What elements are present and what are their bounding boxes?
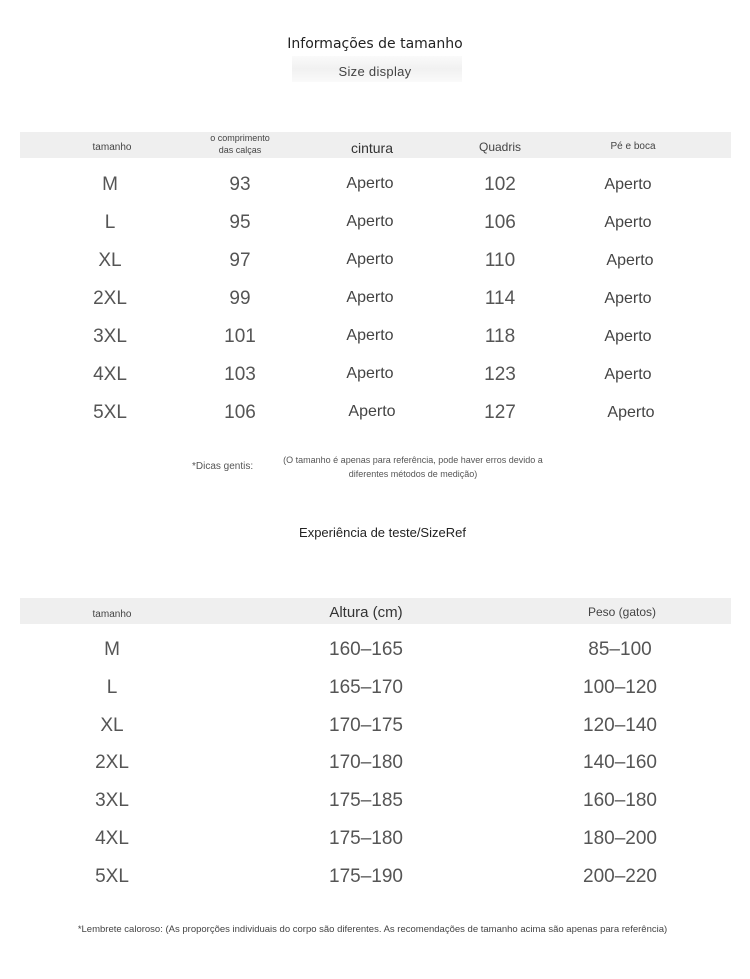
cell-height: 160–165 — [329, 639, 403, 660]
cell-foot: Aperto — [604, 176, 652, 193]
table-row — [0, 791, 750, 829]
cell-size: 2XL — [95, 752, 129, 773]
cell-foot: Aperto — [606, 252, 654, 269]
col-header-height: Altura (cm) — [329, 604, 403, 621]
cell-foot: Aperto — [604, 328, 652, 345]
table-row — [0, 213, 750, 251]
col-header-waist: cintura — [350, 140, 394, 156]
page-subtitle: Size display — [338, 64, 412, 79]
tips-text-line1: (O tamanho é apenas para referência, pode haver erros devido a — [283, 455, 543, 465]
cell-waist: Aperto — [346, 251, 394, 268]
cell-size: 4XL — [93, 364, 127, 385]
cell-weight: 120–140 — [583, 715, 657, 736]
col-header-weight: Peso (gatos) — [587, 605, 657, 619]
cell-hips: 127 — [484, 402, 516, 423]
cell-height: 170–175 — [329, 715, 403, 736]
experience-title: Experiência de teste/SizeRef — [299, 525, 466, 540]
cell-weight: 200–220 — [583, 866, 657, 887]
tips-label: *Dicas gentis: — [192, 461, 254, 472]
cell-waist: Aperto — [346, 213, 394, 230]
table-row — [0, 716, 750, 754]
cell-size: 2XL — [93, 288, 127, 309]
cell-waist: Aperto — [346, 327, 394, 344]
col-header-length-line2: das calças — [218, 145, 262, 155]
table-row — [0, 403, 750, 441]
tips-text — [268, 453, 558, 481]
cell-size: 5XL — [93, 402, 127, 423]
table-row — [0, 327, 750, 365]
col-header-size: tamanho — [92, 142, 132, 153]
table-row — [0, 175, 750, 213]
cell-size: 3XL — [95, 790, 129, 811]
cell-hips: 114 — [484, 288, 516, 309]
cell-size: 3XL — [93, 326, 127, 347]
table-row — [0, 365, 750, 403]
cell-length: 101 — [224, 326, 256, 347]
col-header-length — [190, 132, 290, 156]
table-row — [0, 867, 750, 905]
cell-hips: 106 — [484, 212, 516, 233]
cell-size: 5XL — [95, 866, 129, 887]
cell-size: M — [104, 639, 120, 660]
cell-weight: 85–100 — [588, 639, 652, 660]
cell-hips: 110 — [484, 250, 516, 271]
cell-length: 99 — [229, 288, 251, 309]
cell-weight: 180–200 — [583, 828, 657, 849]
cell-height: 175–190 — [329, 866, 403, 887]
table-row — [0, 829, 750, 867]
cell-length: 95 — [229, 212, 251, 233]
cell-weight: 160–180 — [583, 790, 657, 811]
cell-size: XL — [100, 715, 124, 736]
cell-size: XL — [98, 250, 122, 271]
cell-waist: Aperto — [346, 365, 394, 382]
cell-length: 93 — [229, 174, 251, 195]
cell-waist: Aperto — [348, 403, 396, 420]
cell-size: L — [106, 677, 118, 698]
cell-size: M — [102, 174, 118, 195]
cell-hips: 123 — [484, 364, 516, 385]
cell-size: 4XL — [95, 828, 129, 849]
table-row — [0, 640, 750, 678]
col-header-size-2: tamanho — [92, 609, 132, 620]
page-title: Informações de tamanho — [287, 36, 463, 52]
cell-length: 106 — [224, 402, 256, 423]
table-row — [0, 753, 750, 791]
tips-text-line2: diferentes métodos de medição) — [348, 469, 478, 479]
cell-waist: Aperto — [346, 289, 394, 306]
cell-height: 170–180 — [329, 752, 403, 773]
table-row — [0, 289, 750, 327]
cell-length: 103 — [224, 364, 256, 385]
cell-weight: 100–120 — [583, 677, 657, 698]
cell-height: 175–185 — [329, 790, 403, 811]
cell-foot: Aperto — [604, 366, 652, 383]
cell-foot: Aperto — [607, 404, 655, 421]
cell-height: 165–170 — [329, 677, 403, 698]
cell-weight: 140–160 — [583, 752, 657, 773]
cell-waist: Aperto — [346, 175, 394, 192]
cell-hips: 118 — [484, 326, 516, 347]
col-header-foot: Pé e boca — [610, 141, 656, 152]
cell-height: 175–180 — [329, 828, 403, 849]
cell-length: 97 — [229, 250, 251, 271]
footer-reminder: *Lembrete caloroso: (As proporções individuais do corpo são diferentes. As recomendações de tamanho acima são apenas para referência) — [77, 924, 668, 935]
table-row — [0, 678, 750, 716]
col-header-length-line1: o comprimento — [210, 133, 270, 143]
cell-size: L — [104, 212, 116, 233]
cell-foot: Aperto — [604, 214, 652, 231]
col-header-hips: Quadris — [478, 140, 522, 154]
cell-hips: 102 — [484, 174, 516, 195]
table-row — [0, 251, 750, 289]
cell-foot: Aperto — [604, 290, 652, 307]
